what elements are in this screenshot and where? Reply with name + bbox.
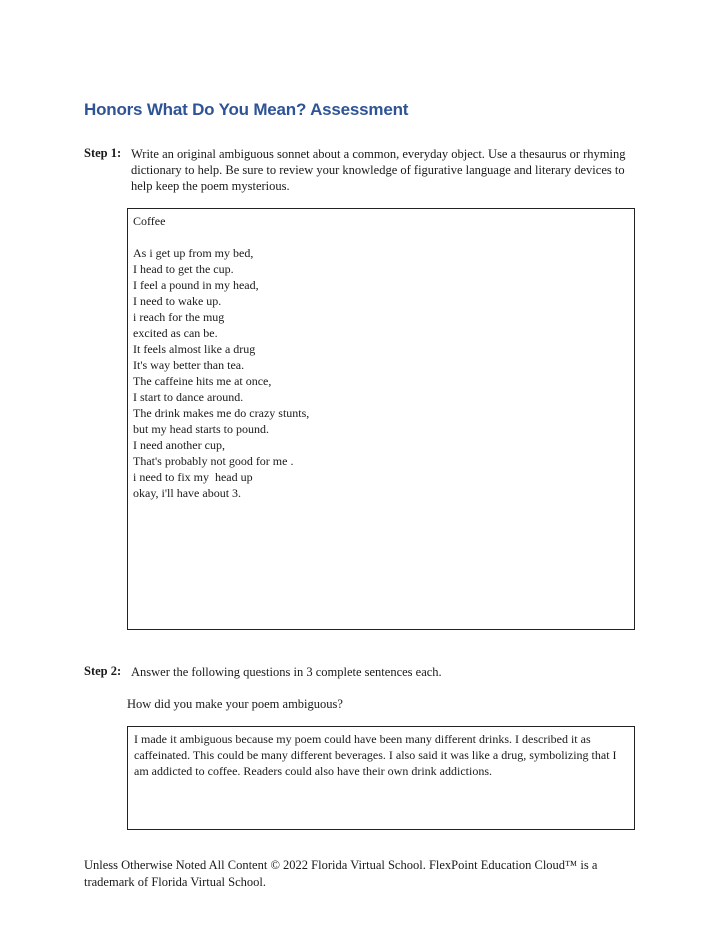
poem-line: The drink makes me do crazy stunts,: [133, 406, 310, 420]
footer-copyright: Unless Otherwise Noted All Content © 2022 Florida Virtual School. FlexPoint Education Cloud™ is a trademark of Florida Virtual School.: [84, 858, 598, 889]
poem-line: That's probably not good for me .: [133, 454, 294, 468]
step2-instructions: Answer the following questions in 3 complete sentences each.: [131, 665, 442, 679]
poem-line: As i get up from my bed,: [133, 246, 254, 260]
poem-line: but my head starts to pound.: [133, 422, 269, 436]
poem-line: excited as can be.: [133, 326, 218, 340]
step2-label: Step 2:: [84, 664, 122, 678]
step1-instructions: Write an original ambiguous sonnet about a common, everyday object. Use a thesaurus or rhyming dictionary to help. Be sure to review your knowledge of figurative language and literary devices to help keep the poem mysterious.: [131, 147, 626, 193]
poem-line: I need another cup,: [133, 438, 225, 452]
answer-box: I made it ambiguous because my poem could have been many different drinks. I described it as caffeinated. This could be many different beverages. I also said it was like a drug, symbolizing that I am addicted to coffee. Readers could also have their own drink addictions.: [127, 726, 635, 830]
question-text: How did you make your poem ambiguous?: [127, 697, 343, 711]
poem-line: I head to get the cup.: [133, 262, 234, 276]
poem-line: It feels almost like a drug: [133, 342, 256, 356]
poem-line: i reach for the mug: [133, 310, 225, 324]
poem-line: I feel a pound in my head,: [133, 278, 259, 292]
poem-line: I start to dance around.: [133, 390, 244, 404]
poem-line: i need to fix my head up: [133, 470, 253, 484]
step1-label: Step 1:: [84, 146, 122, 160]
poem-line: It's way better than tea.: [133, 358, 245, 372]
poem-line: The caffeine hits me at once,: [133, 374, 272, 388]
poem-line: okay, i'll have about 3.: [133, 486, 242, 500]
poem-line: [133, 229, 629, 245]
poem-box: [127, 208, 635, 630]
poem-line: I need to wake up.: [133, 294, 222, 308]
page-title: Honors What Do You Mean? Assessment: [84, 100, 409, 119]
poem-title: Coffee: [133, 214, 166, 228]
